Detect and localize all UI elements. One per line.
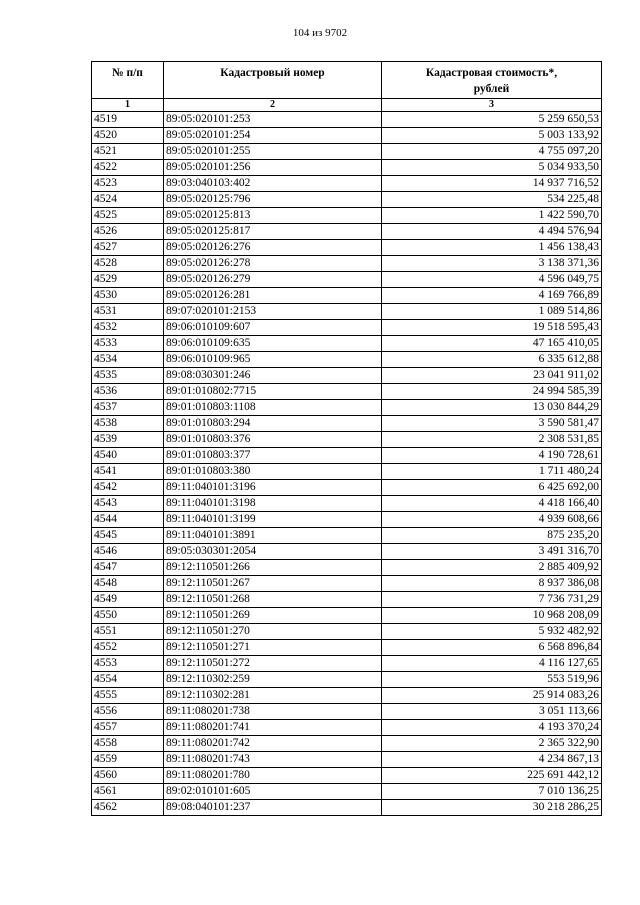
cadastral-number-cell: 89:12:110501:272 — [164, 656, 382, 672]
table-row — [92, 448, 602, 464]
cadastral-value-cell: 4 116 127,65 — [382, 656, 602, 672]
table-row — [92, 480, 602, 496]
row-number-cell: 4559 — [92, 752, 164, 768]
cadastral-number-cell: 89:08:030301:246 — [164, 368, 382, 384]
header-cadastral-number: Кадастровый номер — [164, 62, 382, 99]
cadastral-value-cell: 13 030 844,29 — [382, 400, 602, 416]
row-number-cell: 4529 — [92, 272, 164, 288]
cadastral-number-cell: 89:12:110501:270 — [164, 624, 382, 640]
cadastral-number-cell: 89:02:010101:605 — [164, 784, 382, 800]
cadastral-value-cell: 19 518 595,43 — [382, 320, 602, 336]
cadastral-value-cell: 3 138 371,36 — [382, 256, 602, 272]
row-number-cell: 4537 — [92, 400, 164, 416]
row-number-cell: 4545 — [92, 528, 164, 544]
row-number-cell: 4548 — [92, 576, 164, 592]
row-number-cell: 4527 — [92, 240, 164, 256]
row-number-cell: 4550 — [92, 608, 164, 624]
header-cadastral-value-line1: Кадастровая стоимость*, — [425, 67, 558, 79]
cadastral-number-cell: 89:12:110501:266 — [164, 560, 382, 576]
row-number-cell: 4555 — [92, 688, 164, 704]
cadastral-value-cell: 6 568 896,84 — [382, 640, 602, 656]
table-row — [92, 544, 602, 560]
cadastral-value-cell: 25 914 083,26 — [382, 688, 602, 704]
table-row — [92, 256, 602, 272]
cadastral-number-cell: 89:11:080201:743 — [164, 752, 382, 768]
cadastral-value-cell: 1 711 480,24 — [382, 464, 602, 480]
cadastral-value-cell: 24 994 585,39 — [382, 384, 602, 400]
column-number-3: 3 — [382, 99, 602, 112]
table-row — [92, 720, 602, 736]
table-row — [92, 640, 602, 656]
table-row — [92, 128, 602, 144]
cadastral-number-cell: 89:12:110302:281 — [164, 688, 382, 704]
cadastral-value-cell: 47 165 410,05 — [382, 336, 602, 352]
table-row — [92, 240, 602, 256]
column-number-row — [92, 99, 602, 112]
row-number-cell: 4554 — [92, 672, 164, 688]
table-row — [92, 288, 602, 304]
row-number-cell: 4523 — [92, 176, 164, 192]
cadastral-number-cell: 89:06:010109:965 — [164, 352, 382, 368]
cadastral-number-cell: 89:05:020126:278 — [164, 256, 382, 272]
cadastral-value-cell: 534 225,48 — [382, 192, 602, 208]
cadastral-number-cell: 89:12:110302:259 — [164, 672, 382, 688]
cadastral-number-cell: 89:11:040101:3199 — [164, 512, 382, 528]
row-number-cell: 4552 — [92, 640, 164, 656]
cadastral-value-cell: 4 939 608,66 — [382, 512, 602, 528]
cadastral-number-cell: 89:11:040101:3198 — [164, 496, 382, 512]
row-number-cell: 4543 — [92, 496, 164, 512]
cadastral-number-cell: 89:11:080201:741 — [164, 720, 382, 736]
cadastral-number-cell: 89:12:110501:269 — [164, 608, 382, 624]
cadastral-value-cell: 1 089 514,86 — [382, 304, 602, 320]
cadastral-number-cell: 89:03:040103:402 — [164, 176, 382, 192]
table-row — [92, 400, 602, 416]
cadastral-value-cell: 553 519,96 — [382, 672, 602, 688]
table-row — [92, 272, 602, 288]
cadastral-number-cell: 89:05:020101:254 — [164, 128, 382, 144]
cadastral-value-cell: 6 335 612,88 — [382, 352, 602, 368]
cadastral-number-cell: 89:11:080201:742 — [164, 736, 382, 752]
table-row — [92, 304, 602, 320]
row-number-cell: 4547 — [92, 560, 164, 576]
header-cadastral-value-line2: рублей — [473, 83, 510, 95]
row-number-cell: 4542 — [92, 480, 164, 496]
table-row — [92, 752, 602, 768]
cadastral-value-cell: 1 422 590,70 — [382, 208, 602, 224]
cadastral-value-cell: 4 596 049,75 — [382, 272, 602, 288]
table-row — [92, 352, 602, 368]
row-number-cell: 4521 — [92, 144, 164, 160]
cadastral-number-cell: 89:01:010803:377 — [164, 448, 382, 464]
row-number-cell: 4551 — [92, 624, 164, 640]
table-row — [92, 768, 602, 784]
cadastral-number-cell: 89:05:020101:255 — [164, 144, 382, 160]
cadastral-number-cell: 89:01:010802:7715 — [164, 384, 382, 400]
cadastral-value-cell: 4 234 867,13 — [382, 752, 602, 768]
row-number-cell: 4541 — [92, 464, 164, 480]
row-number-cell: 4558 — [92, 736, 164, 752]
table-row — [92, 416, 602, 432]
row-number-cell: 4557 — [92, 720, 164, 736]
cadastral-value-cell: 4 169 766,89 — [382, 288, 602, 304]
cadastral-value-cell: 2 885 409,92 — [382, 560, 602, 576]
row-number-cell: 4544 — [92, 512, 164, 528]
table-row — [92, 176, 602, 192]
table-row — [92, 368, 602, 384]
cadastral-value-cell: 5 259 650,53 — [382, 112, 602, 128]
table-row — [92, 528, 602, 544]
cadastral-value-cell: 8 937 386,08 — [382, 576, 602, 592]
table-row — [92, 336, 602, 352]
row-number-cell: 4560 — [92, 768, 164, 784]
cadastral-number-cell: 89:05:020101:256 — [164, 160, 382, 176]
cadastral-value-cell: 5 003 133,92 — [382, 128, 602, 144]
cadastral-value-cell: 225 691 442,12 — [382, 768, 602, 784]
table-row — [92, 160, 602, 176]
cadastral-number-cell: 89:01:010803:376 — [164, 432, 382, 448]
table-row — [92, 384, 602, 400]
table-row — [92, 736, 602, 752]
header-cadastral-value — [382, 62, 602, 99]
cadastral-number-cell: 89:12:110501:268 — [164, 592, 382, 608]
cadastral-number-cell: 89:06:010109:635 — [164, 336, 382, 352]
row-number-cell: 4533 — [92, 336, 164, 352]
row-number-cell: 4525 — [92, 208, 164, 224]
cadastral-value-cell: 4 755 097,20 — [382, 144, 602, 160]
cadastral-number-cell: 89:05:020126:276 — [164, 240, 382, 256]
table-row — [92, 224, 602, 240]
page-number-header: 104 из 9702 — [292, 27, 348, 39]
cadastral-value-cell: 23 041 911,02 — [382, 368, 602, 384]
cadastral-value-cell: 4 190 728,61 — [382, 448, 602, 464]
row-number-cell: 4538 — [92, 416, 164, 432]
cadastral-number-cell: 89:12:110501:271 — [164, 640, 382, 656]
table-header-row — [92, 62, 602, 99]
cadastral-value-cell: 3 051 113,66 — [382, 704, 602, 720]
cadastral-value-cell: 4 494 576,94 — [382, 224, 602, 240]
table-row — [92, 672, 602, 688]
cadastral-number-cell: 89:07:020101:2153 — [164, 304, 382, 320]
row-number-cell: 4535 — [92, 368, 164, 384]
row-number-cell: 4519 — [92, 112, 164, 128]
cadastral-value-cell: 5 034 933,50 — [382, 160, 602, 176]
table-row — [92, 704, 602, 720]
table-row — [92, 112, 602, 128]
cadastral-value-cell: 3 491 316,70 — [382, 544, 602, 560]
table-row — [92, 624, 602, 640]
cadastral-number-cell: 89:11:040101:3891 — [164, 528, 382, 544]
cadastral-number-cell: 89:05:030301:2054 — [164, 544, 382, 560]
cadastral-value-cell: 4 193 370,24 — [382, 720, 602, 736]
row-number-cell: 4539 — [92, 432, 164, 448]
table-row — [92, 800, 602, 816]
table-row — [92, 432, 602, 448]
table-row — [92, 688, 602, 704]
cadastral-number-cell: 89:05:020126:279 — [164, 272, 382, 288]
table-row — [92, 784, 602, 800]
cadastral-value-cell: 7 010 136,25 — [382, 784, 602, 800]
row-number-cell: 4536 — [92, 384, 164, 400]
table-row — [92, 592, 602, 608]
column-number-2: 2 — [164, 99, 382, 112]
cadastral-value-cell: 6 425 692,00 — [382, 480, 602, 496]
table-row — [92, 496, 602, 512]
row-number-cell: 4526 — [92, 224, 164, 240]
cadastral-number-cell: 89:08:040101:237 — [164, 800, 382, 816]
cadastral-value-cell: 30 218 286,25 — [382, 800, 602, 816]
row-number-cell: 4556 — [92, 704, 164, 720]
cadastral-number-cell: 89:11:080201:780 — [164, 768, 382, 784]
row-number-cell: 4520 — [92, 128, 164, 144]
cadastral-number-cell: 89:01:010803:380 — [164, 464, 382, 480]
cadastral-number-cell: 89:06:010109:607 — [164, 320, 382, 336]
table-row — [92, 512, 602, 528]
table-row — [92, 560, 602, 576]
cadastral-value-table — [91, 61, 602, 816]
column-number-1: 1 — [92, 99, 164, 112]
table-row — [92, 464, 602, 480]
table-row — [92, 320, 602, 336]
row-number-cell: 4532 — [92, 320, 164, 336]
cadastral-number-cell: 89:05:020125:817 — [164, 224, 382, 240]
cadastral-number-cell: 89:12:110501:267 — [164, 576, 382, 592]
cadastral-number-cell: 89:05:020126:281 — [164, 288, 382, 304]
cadastral-number-cell: 89:11:040101:3196 — [164, 480, 382, 496]
table-row — [92, 656, 602, 672]
cadastral-value-cell: 1 456 138,43 — [382, 240, 602, 256]
cadastral-value-cell: 10 968 208,09 — [382, 608, 602, 624]
table-row — [92, 192, 602, 208]
row-number-cell: 4534 — [92, 352, 164, 368]
cadastral-value-cell: 2 308 531,85 — [382, 432, 602, 448]
cadastral-number-cell: 89:05:020101:253 — [164, 112, 382, 128]
cadastral-value-cell: 14 937 716,52 — [382, 176, 602, 192]
cadastral-value-cell: 4 418 166,40 — [382, 496, 602, 512]
row-number-cell: 4530 — [92, 288, 164, 304]
cadastral-value-cell: 3 590 581,47 — [382, 416, 602, 432]
table-row — [92, 144, 602, 160]
cadastral-number-cell: 89:01:010803:1108 — [164, 400, 382, 416]
table-row — [92, 576, 602, 592]
cadastral-value-cell: 2 365 322,90 — [382, 736, 602, 752]
cadastral-number-cell: 89:11:080201:738 — [164, 704, 382, 720]
row-number-cell: 4553 — [92, 656, 164, 672]
cadastral-number-cell: 89:05:020125:813 — [164, 208, 382, 224]
row-number-cell: 4561 — [92, 784, 164, 800]
row-number-cell: 4562 — [92, 800, 164, 816]
header-row-number: № п/п — [92, 62, 164, 99]
table-body — [92, 112, 602, 816]
cadastral-value-cell: 5 932 482,92 — [382, 624, 602, 640]
row-number-cell: 4546 — [92, 544, 164, 560]
cadastral-number-cell: 89:01:010803:294 — [164, 416, 382, 432]
table-row — [92, 608, 602, 624]
row-number-cell: 4522 — [92, 160, 164, 176]
cadastral-value-cell: 875 235,20 — [382, 528, 602, 544]
cadastral-value-cell: 7 736 731,29 — [382, 592, 602, 608]
row-number-cell: 4549 — [92, 592, 164, 608]
row-number-cell: 4524 — [92, 192, 164, 208]
table-row — [92, 208, 602, 224]
row-number-cell: 4528 — [92, 256, 164, 272]
cadastral-number-cell: 89:05:020125:796 — [164, 192, 382, 208]
row-number-cell: 4531 — [92, 304, 164, 320]
row-number-cell: 4540 — [92, 448, 164, 464]
